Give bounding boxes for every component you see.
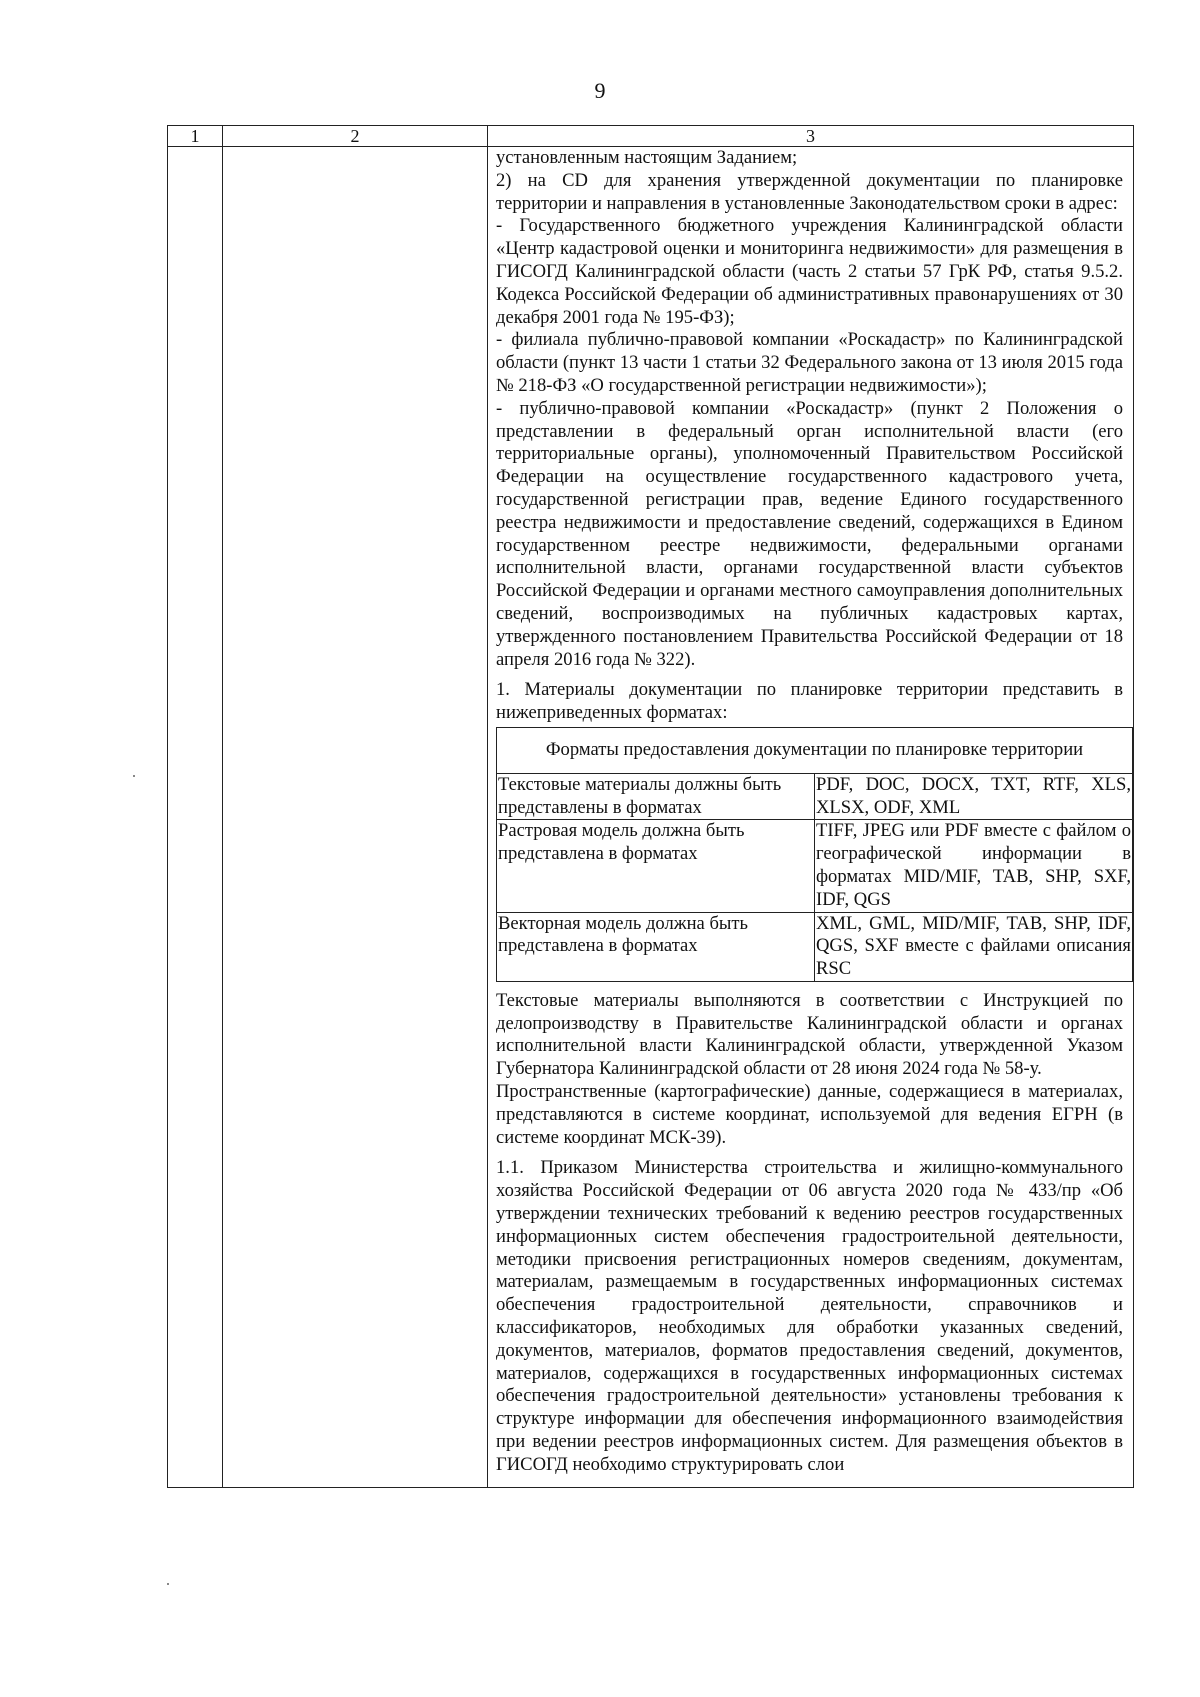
paragraph: установленным настоящим Заданием; <box>496 147 798 168</box>
paragraph: - публично-правовой компании «Роскадастр» (пункт 2 Положения о представлении в федеральный орган исполнительной власти (его территориальные органы), уполномоченный Правительством Российской Федерации на осуществление государственного кадастрового учета, государственной регистрации прав, ведение Единого государственного реестра недвижимости и предоставление сведений, содержащихся в Едином государственном реестре недвижимости, федеральными органами исполнительной власти, органами государственной власти субъектов Российской Федерации и органами местного самоуправления дополнительных сведений, воспроизводимых на публичных кадастровых картах, утвержденного постановлением Правительства Российской Федерации от 18 апреля 2016 года № 322). <box>496 397 1123 670</box>
header-col-2: 2 <box>223 126 488 147</box>
formats-row <box>497 912 1133 981</box>
main-table <box>167 125 1134 1488</box>
paragraph: 2) на CD для хранения утвержденной документации по планировке территории и направления в установленные Законодательством сроки в адрес: <box>496 169 1123 214</box>
formats-value: TIFF, JPEG или PDF вместе с файлом о географической информации в форматах MID/MIF, TAB, SHP, SXF, IDF, QGS <box>815 820 1133 912</box>
cell-col-3 <box>488 147 1134 1488</box>
page-number: 9 <box>594 78 606 103</box>
formats-caption-row <box>497 727 1133 773</box>
table-row <box>168 147 1134 1488</box>
paragraph: - филиала публично-правовой компании «Роскадастр» по Калининградской области (пункт 13 части 1 статьи 32 Федерального закона от 13 июля 2015 года № 218-ФЗ «О государственной регистрации недвижимости»); <box>496 329 1123 396</box>
table-header-row <box>168 126 1134 147</box>
formats-value: PDF, DOC, DOCX, TXT, RTF, XLS, XLSX, ODF, XML <box>815 773 1133 820</box>
scan-speck <box>167 1583 169 1585</box>
header-col-3: 3 <box>488 126 1134 147</box>
formats-value: XML, GML, MID/MIF, TAB, SHP, IDF, QGS, SXF вместе с файлами описания RSC <box>815 912 1133 981</box>
formats-label: Текстовые материалы должны быть представлены в форматах <box>497 773 815 820</box>
paragraph: 1. Материалы документации по планировке территории представить в нижеприведенных форматах: <box>496 679 1123 724</box>
paragraph: Текстовые материалы выполняются в соответствии с Инструкцией по делопроизводству в Правительстве Калининградской области и органах исполнительной власти Калининградской области, утвержденной Указом Губернатора Калининградской области от 28 июня 2024 года № 58-у. <box>496 989 1123 1080</box>
formats-caption: Форматы предоставления документации по планировке территории <box>497 727 1133 773</box>
paragraph: Пространственные (картографические) данные, содержащиеся в материалах, представляются в системе координат, используемой для ведения ЕГРН (в системе координат МСК-39). <box>496 1081 1123 1148</box>
header-col-1: 1 <box>168 126 223 147</box>
formats-row <box>497 773 1133 820</box>
cell-col-1 <box>168 147 223 1488</box>
cell-col-2 <box>223 147 488 1488</box>
content-body <box>488 147 1133 725</box>
paragraph: - Государственного бюджетного учреждения Калининградской области «Центр кадастровой оценки и мониторинга недвижимости» для размещения в ГИСОГД Калининградской области (часть 2 статьи 57 ГрК РФ, статья 9.5.2. Кодекса Российской Федерации об административных правонарушениях от 30 декабря 2001 года № 195-ФЗ); <box>496 215 1123 328</box>
paragraph: 1.1. Приказом Министерства строительства и жилищно-коммунального хозяйства Российской Федерации от 06 августа 2020 года № 433/пр «Об утверждении технических требований к ведению реестров государственных информационных систем обеспечения градостроительной деятельности, методики присвоения регистрационных номеров сведениям, документам, материалам, размещаемым в государственных информационных системах обеспечения градостроительной деятельности, справочников и классификаторов, необходимых для обработки указанных сведений, документов, материалов, форматов предоставления сведений, документов, материалов, содержащихся в государственных информационных системах обеспечения градостроительной деятельности» установлены требования к структуре информации для обеспечения информационного взаимодействия при ведении реестров информационных систем. Для размещения объектов в ГИСОГД необходимо структурировать слои <box>496 1157 1123 1475</box>
formats-table <box>496 727 1133 982</box>
content-body-continued <box>488 990 1133 1477</box>
scan-speck <box>133 775 135 777</box>
formats-label: Векторная модель должна быть представлена в форматах <box>497 912 815 981</box>
formats-label: Растровая модель должна быть представлена в форматах <box>497 820 815 912</box>
formats-row <box>497 820 1133 912</box>
